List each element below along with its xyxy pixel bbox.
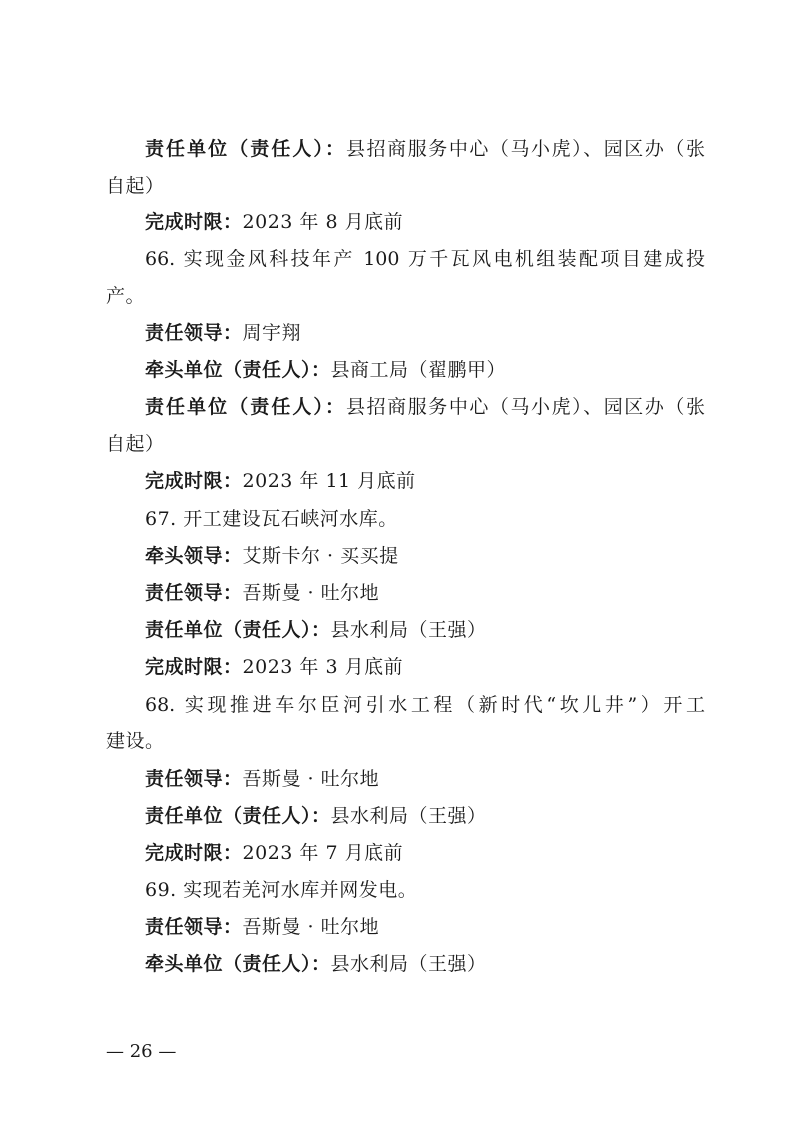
field-value: 自起） bbox=[106, 433, 165, 455]
item-heading bbox=[145, 686, 705, 724]
field-value: 周宇翔 bbox=[242, 322, 302, 344]
paragraph-line bbox=[106, 722, 706, 760]
field-value: 县招商服务中心（马小虎）、园区办（张 bbox=[346, 396, 705, 418]
item-heading bbox=[145, 240, 705, 278]
field-value: 艾斯卡尔 · 买买提 bbox=[242, 545, 399, 567]
paragraph-line bbox=[145, 537, 705, 575]
field-value: 2023 年 3 月底前 bbox=[242, 656, 404, 678]
paragraph-line bbox=[145, 760, 705, 798]
field-value: 县水利局（王强） bbox=[330, 953, 487, 975]
page-number: — 26 — bbox=[106, 1041, 177, 1062]
field-label: 责任领导： bbox=[145, 768, 243, 790]
field-label: 完成时限： bbox=[145, 211, 243, 233]
field-value: 县商工局（翟鹏甲） bbox=[330, 359, 507, 381]
field-label: 责任领导： bbox=[145, 916, 243, 938]
paragraph-line bbox=[145, 945, 705, 983]
paragraph-line bbox=[145, 388, 705, 426]
item-text: 69. 实现若羌河水库并网发电。 bbox=[145, 879, 418, 901]
paragraph-line bbox=[145, 314, 705, 352]
field-value: 吾斯曼 · 吐尔地 bbox=[242, 916, 380, 938]
paragraph-line bbox=[106, 425, 706, 463]
field-value: 吾斯曼 · 吐尔地 bbox=[242, 582, 380, 604]
field-label: 牵头领导： bbox=[145, 545, 243, 567]
field-value: 县水利局（王强） bbox=[330, 805, 487, 827]
field-value: 县水利局（王强） bbox=[330, 619, 487, 641]
field-value: 2023 年 8 月底前 bbox=[242, 211, 404, 233]
field-value: 县招商服务中心（马小虎）、园区办（张 bbox=[346, 138, 705, 160]
field-label: 责任领导： bbox=[145, 582, 243, 604]
field-value: 建设。 bbox=[106, 730, 165, 752]
paragraph-line bbox=[145, 203, 705, 241]
paragraph-line bbox=[145, 611, 705, 649]
item-text: 67. 开工建设瓦石峡河水库。 bbox=[145, 508, 398, 530]
paragraph-line bbox=[145, 834, 705, 872]
field-label: 责任领导： bbox=[145, 322, 243, 344]
field-value: 产。 bbox=[106, 285, 146, 307]
field-value: 自起） bbox=[106, 175, 165, 197]
field-label: 责任单位（责任人）： bbox=[145, 619, 331, 641]
field-value: 2023 年 7 月底前 bbox=[242, 842, 404, 864]
field-label: 责任单位（责任人）： bbox=[145, 805, 331, 827]
paragraph-line bbox=[145, 130, 705, 168]
paragraph-line bbox=[145, 574, 705, 612]
field-value: 2023 年 11 月底前 bbox=[242, 470, 416, 492]
paragraph-line bbox=[145, 351, 705, 389]
paragraph-line bbox=[106, 167, 706, 205]
field-label: 完成时限： bbox=[145, 656, 243, 678]
field-label: 完成时限： bbox=[145, 842, 243, 864]
item-text: 66. 实现金风科技年产 100 万千瓦风电机组装配项目建成投 bbox=[145, 248, 705, 270]
field-label: 完成时限： bbox=[145, 470, 243, 492]
item-heading bbox=[145, 871, 705, 909]
paragraph-line bbox=[145, 648, 705, 686]
paragraph-line bbox=[145, 462, 705, 500]
item-text: 68. 实现推进车尔臣河引水工程（新时代“坎儿井”）开工 bbox=[145, 694, 705, 716]
field-value: 吾斯曼 · 吐尔地 bbox=[242, 768, 380, 790]
paragraph-line bbox=[145, 797, 705, 835]
field-label: 责任单位（责任人）： bbox=[145, 138, 347, 160]
field-label: 责任单位（责任人）： bbox=[145, 396, 347, 418]
paragraph-line bbox=[106, 277, 706, 315]
item-heading bbox=[145, 500, 705, 538]
field-label: 牵头单位（责任人）： bbox=[145, 953, 331, 975]
field-label: 牵头单位（责任人）： bbox=[145, 359, 331, 381]
paragraph-line bbox=[145, 908, 705, 946]
